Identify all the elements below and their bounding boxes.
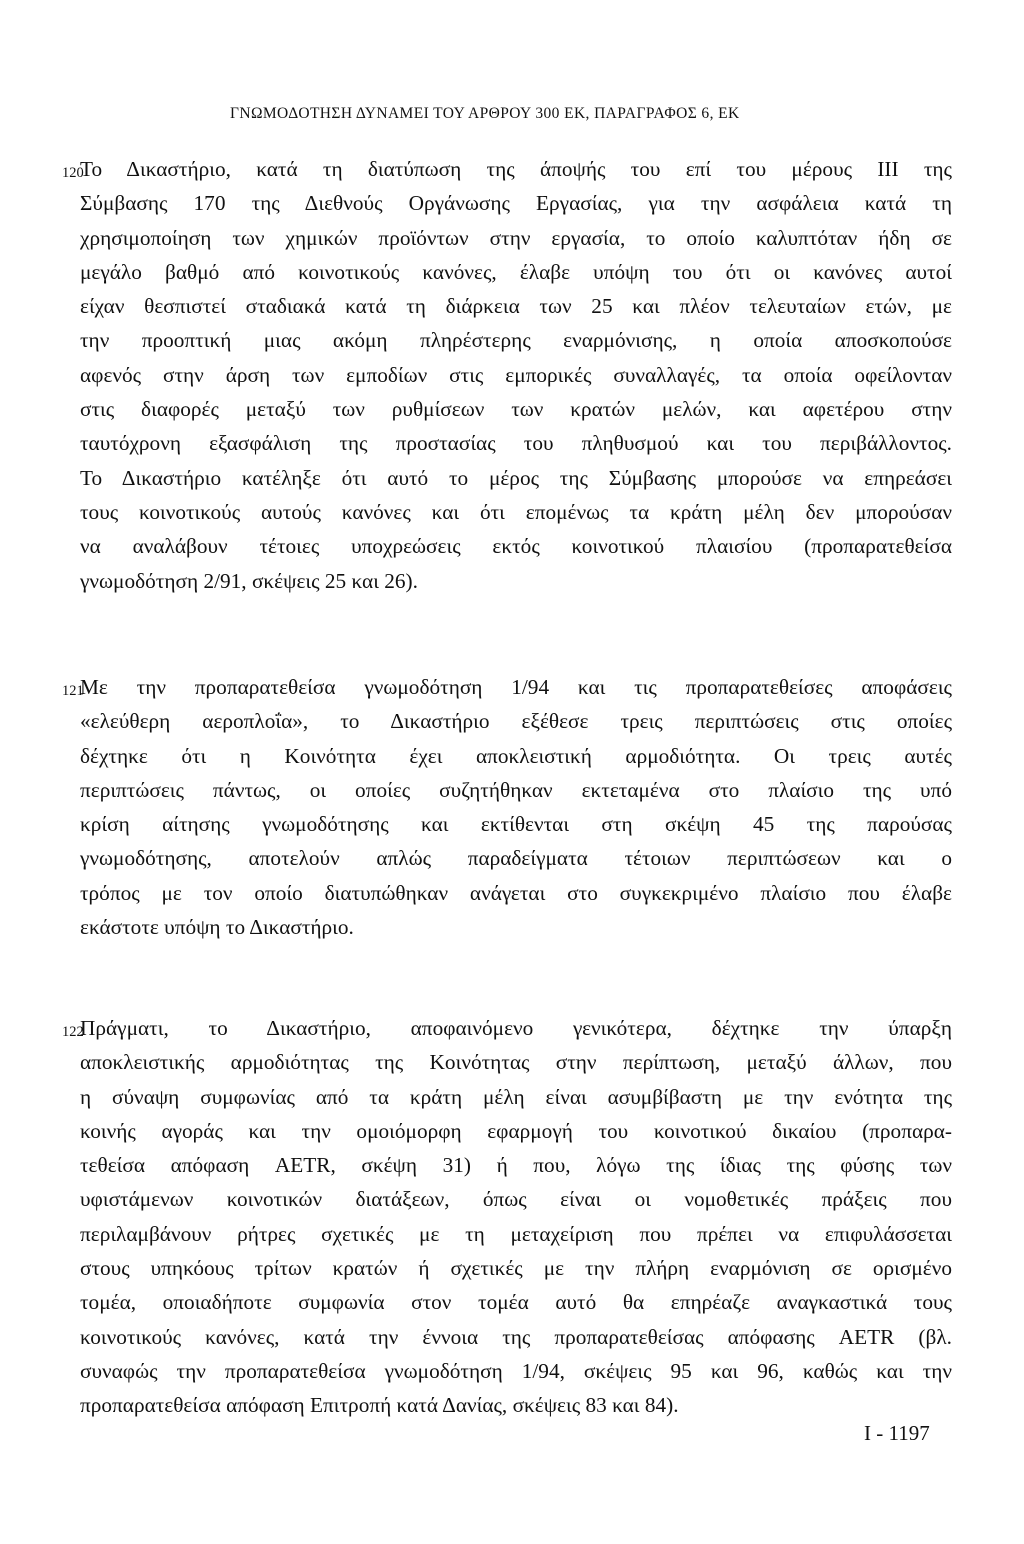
text-line: να αναλάβουν τέτοιες υποχρεώσεις εκτός κοινοτικού πλαισίου (προπαρατεθείσα bbox=[80, 534, 952, 559]
page-number: I - 1197 bbox=[864, 1421, 930, 1445]
text-line: την προοπτική μιας ακόμη πληρέστερης εναρμόνισης, η οποία αποσκοπούσε bbox=[80, 328, 952, 353]
text-line: μεγάλο βαθμό από κοινοτικούς κανόνες, έλαβε υπόψη του ότι οι κανόνες αυτοί bbox=[80, 259, 952, 284]
text-line: Το Δικαστήριο, κατά τη διατύπωση της άποψής του επί του μέρους III της bbox=[80, 157, 952, 181]
paragraph-121 bbox=[80, 670, 952, 944]
text-line: προπαρατεθείσα απόφαση Επιτροπή κατά Δανίας, σκέψεις 83 και 84). bbox=[80, 1393, 679, 1418]
text-line: τεθείσα απόφαση AETR, σκέψη 31) ή που, λόγω της ίδιας της φύσης των bbox=[80, 1153, 952, 1178]
text-line: περιπτώσεις πάντως, οι οποίες συζητήθηκαν εκτεταμένα στο πλαίσιο της υπό bbox=[80, 777, 952, 802]
text-line: αφενός στην άρση των εμποδίων στις εμπορικές συναλλαγές, τα οποία οφείλονταν bbox=[80, 362, 952, 387]
text-line: υφιστάμενων κοινοτικών διατάξεων, όπως είναι οι νομοθετικές πράξεις που bbox=[80, 1187, 952, 1212]
text-line: περιλαμβάνουν ρήτρες σχετικές με τη μεταχείριση που πρέπει να επιφυλάσσεται bbox=[80, 1221, 952, 1246]
text-line: κρίση αίτησης γνωμοδότησης και εκτίθενται στη σκέψη 45 της παρούσας bbox=[80, 812, 952, 837]
text-line: αποκλειστικής αρμοδιότητας της Κοινότητας στην περίπτωση, μεταξύ άλλων, που bbox=[80, 1050, 952, 1075]
paragraph-number: 121 bbox=[62, 683, 84, 699]
text-line: «ελεύθερη αεροπλοΐα», το Δικαστήριο εξέθεσε τρεις περιπτώσεις στις οποίες bbox=[80, 709, 952, 734]
text-line: γνωμοδότησης, αποτελούν απλώς παραδείγματα τέτοιων περιπτώσεων και ο bbox=[80, 846, 952, 871]
text-line: κοινής αγοράς και την ομοιόμορφη εφαρμογή του κοινοτικού δικαίου (προπαρα- bbox=[80, 1118, 952, 1143]
text-line: κοινοτικούς κανόνες, κατά την έννοια της προπαρατεθείσας απόφασης AETR (βλ. bbox=[80, 1324, 952, 1349]
text-line: χρησιμοποίηση των χημικών προϊόντων στην εργασία, το οποίο καλυπτόταν ήδη σε bbox=[80, 225, 952, 250]
running-header: ΓΝΩΜΟΔΟΤΗΣΗ ΔΥΝΑΜΕΙ ΤΟΥ ΑΡΘΡΟΥ 300 ΕΚ, ΠΑΡΑΓΡΑΦΟΣ 6, ΕΚ bbox=[230, 105, 740, 122]
text-line: Πράγματι, το Δικαστήριο, αποφαινόμενο γενικότερα, δέχτηκε την ύπαρξη bbox=[80, 1016, 952, 1040]
text-line: τρόπος με τον οποίο διατυπώθηκαν ανάγεται στο συγκεκριμένο πλαίσιο που έλαβε bbox=[80, 880, 952, 905]
paragraph-number: 120 bbox=[62, 165, 84, 181]
paragraph-120 bbox=[80, 152, 952, 598]
text-line: εκάστοτε υπόψη το Δικαστήριο. bbox=[80, 915, 354, 940]
text-line: συναφώς την προπαρατεθείσα γνωμοδότηση 1/94, σκέψεις 95 και 96, καθώς και την bbox=[80, 1358, 952, 1383]
text-line: γνωμοδότηση 2/91, σκέψεις 25 και 26). bbox=[80, 568, 418, 593]
text-line: Το Δικαστήριο κατέληξε ότι αυτό το μέρος της Σύμβασης μπορούσε να επηρεάσει bbox=[80, 465, 952, 490]
text-line: στους υπηκόους τρίτων κρατών ή σχετικές με την πλήρη εναρμόνιση σε ορισμένο bbox=[80, 1256, 952, 1281]
paragraph-122 bbox=[80, 1011, 952, 1423]
text-line: τους κοινοτικούς αυτούς κανόνες και ότι επομένως τα κράτη μέλη δεν μπορούσαν bbox=[80, 499, 952, 524]
text-line: Σύμβασης 170 της Διεθνούς Οργάνωσης Εργασίας, για την ασφάλεια κατά τη bbox=[80, 191, 952, 216]
text-line: Με την προπαρατεθείσα γνωμοδότηση 1/94 και τις προπαρατεθείσες αποφάσεις bbox=[80, 675, 952, 699]
text-line: τομέα, οποιαδήποτε συμφωνία στον τομέα αυτό θα επηρέαζε αναγκαστικά τους bbox=[80, 1290, 952, 1315]
text-line: η σύναψη συμφωνίας από τα κράτη μέλη είναι ασυμβίβαστη με την ενότητα της bbox=[80, 1084, 952, 1109]
text-line: είχαν θεσπιστεί σταδιακά κατά τη διάρκεια των 25 και πλέον τελευταίων ετών, με bbox=[80, 294, 952, 319]
text-line: στις διαφορές μεταξύ των ρυθμίσεων των κρατών μελών, και αφετέρου στην bbox=[80, 397, 952, 422]
paragraph-number: 122 bbox=[62, 1024, 84, 1040]
text-line: ταυτόχρονη εξασφάλιση της προστασίας του πληθυσμού και του περιβάλλοντος. bbox=[80, 431, 952, 456]
text-line: δέχτηκε ότι η Κοινότητα έχει αποκλειστική αρμοδιότητα. Οι τρεις αυτές bbox=[80, 743, 952, 768]
